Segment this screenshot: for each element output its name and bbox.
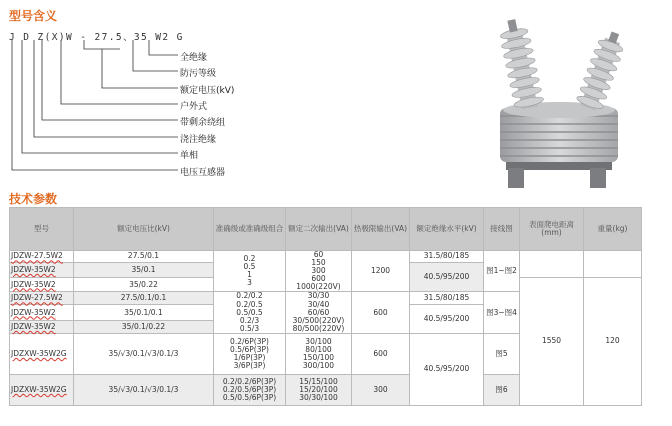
model-cell (10, 251, 74, 263)
meaning-item: 防污等级 (180, 69, 217, 79)
output-value: 300/100 (302, 361, 335, 371)
col-header: 额定二次输出(VA) (286, 208, 352, 251)
accuracy-value: 0.5/6P(3P) (230, 344, 269, 354)
output-value: 30/100 (305, 336, 332, 346)
diagram-cell: 图5 (484, 333, 520, 374)
blank-cell (520, 251, 584, 278)
thermal-cell: 600 (352, 333, 410, 374)
meaning-item: 户外式 (180, 102, 208, 112)
model-cell (10, 263, 74, 278)
model-cell (10, 333, 74, 374)
diagram-cell: 图6 (484, 374, 520, 405)
insulation-cell: 31.5/80/185 (410, 251, 484, 263)
section-title-params: 技术参数 (9, 192, 58, 206)
table-header-row (10, 208, 642, 251)
weight-cell: 120 (584, 277, 642, 405)
code-letter: - (80, 32, 88, 43)
output-value: 600 (311, 274, 326, 284)
accuracy-value: 0.5/3 (239, 323, 260, 333)
meaning-item: 带剩余绕组 (180, 118, 226, 128)
accuracy-value: 0.5/0.5/6P(3P) (222, 392, 277, 402)
accuracy-value: 1 (247, 270, 252, 280)
col-header: 型号 (10, 208, 74, 251)
accuracy-value: 1/6P(3P) (233, 352, 266, 362)
ratio-cell: 35/0.1/0.1 (74, 305, 214, 320)
output-value: 60 (313, 250, 324, 259)
model-name: JDZW-27.5W2 (11, 293, 63, 303)
insulation-cell: 40.5/95/200 (410, 263, 484, 292)
accuracy-cell (214, 374, 286, 405)
accuracy-value: 3/6P(3P) (233, 361, 266, 371)
ratio-cell: 35/√3/0.1/√3/0.1/3 (74, 374, 214, 405)
ratio-cell: 35/√3/0.1/√3/0.1/3 (74, 333, 214, 374)
output-cell (286, 333, 352, 374)
col-header: 表面爬电距离(mm) (520, 208, 584, 251)
model-cell (10, 320, 74, 333)
col-header: 额定绝缘水平(kV) (410, 208, 484, 251)
meaning-item: 电压互感器 (180, 168, 226, 178)
output-cell (286, 292, 352, 333)
accuracy-value: 0.5 (243, 262, 256, 272)
accuracy-cell (214, 251, 286, 292)
output-value: 80/500(220V) (292, 323, 345, 333)
code-letter: D (23, 32, 31, 43)
thermal-cell: 300 (352, 374, 410, 405)
code-letter: 27.5 (94, 32, 123, 43)
ratio-cell: 35/0.1/0.22 (74, 320, 214, 333)
accuracy-value: 0.2/0.5/6P(3P) (222, 384, 277, 394)
output-value: 15/15/100 (299, 376, 338, 386)
insulation-cell: 40.5/95/200 (410, 305, 484, 333)
col-header: 重量(kg) (584, 208, 642, 251)
output-cell (286, 374, 352, 405)
ratio-cell: 27.5/0.1 (74, 251, 214, 263)
table-row (10, 251, 642, 263)
model-name: JDZW-27.5W2 (11, 251, 63, 261)
ratio-cell: 35/0.1 (74, 263, 214, 278)
model-name: JDZXW-35W2G (11, 348, 67, 358)
accuracy-value: 3 (247, 278, 252, 288)
output-value: 300 (311, 266, 326, 276)
output-value: 30/30/100 (299, 392, 338, 402)
code-letter: 35 (133, 32, 149, 43)
blank-cell (584, 251, 642, 278)
code-letter: Z (37, 32, 45, 43)
col-header: 接线图 (484, 208, 520, 251)
thermal-cell: 1200 (352, 251, 410, 292)
model-cell (10, 305, 74, 320)
col-header: 热极限输出(VA) (352, 208, 410, 251)
accuracy-value: 0.2/0.2 (236, 291, 263, 301)
output-value: 150 (311, 258, 326, 268)
params-table (9, 207, 642, 406)
insulation-cell: 31.5/80/185 (410, 292, 484, 305)
meaning-item: 浇注绝缘 (180, 135, 217, 145)
col-header: 准确级或准确级组合 (214, 208, 286, 251)
transformer-image (478, 12, 648, 192)
insulation-cell: 40.5/95/200 (410, 333, 484, 405)
output-value: 30/500(220V) (292, 315, 345, 325)
section-title-meaning: 型号含义 (9, 9, 58, 23)
output-value: 15/20/100 (299, 384, 338, 394)
code-letter: 、 (122, 32, 134, 43)
output-value: 150/100 (302, 352, 335, 362)
model-cell (10, 277, 74, 292)
model-name: JDZXW-35W2G (11, 384, 67, 394)
meaning-item: 额定电压(kV) (180, 86, 235, 96)
code-letter: J (9, 32, 17, 43)
output-value: 60/60 (307, 307, 330, 317)
model-name: JDZW-35W2 (11, 264, 56, 274)
accuracy-cell (214, 292, 286, 333)
output-value: 30/40 (307, 299, 330, 309)
code-letter: W (65, 32, 74, 43)
meaning-item: 单相 (180, 151, 199, 161)
creepage-cell: 1550 (520, 277, 584, 405)
model-cell (10, 374, 74, 405)
ratio-cell: 35/0.22 (74, 277, 214, 292)
thermal-cell: 600 (352, 292, 410, 333)
ratio-cell: 27.5/0.1/0.1 (74, 292, 214, 305)
diagram-cell: 图3~图4 (484, 292, 520, 333)
code-letter: (X) (44, 32, 66, 43)
output-value: 80/100 (305, 344, 332, 354)
output-value: 1000(220V) (296, 282, 341, 292)
model-name: JDZW-35W2 (11, 279, 56, 289)
code-letter: W2 (155, 32, 170, 43)
model-name: JDZW-35W2 (11, 321, 56, 331)
meaning-item: 全绝缘 (180, 53, 208, 63)
accuracy-value: 0.2/6P(3P) (230, 336, 269, 346)
accuracy-value: 0.2/3 (239, 315, 260, 325)
diagram-cell: 图1~图2 (484, 251, 520, 292)
model-name: JDZW-35W2 (11, 307, 56, 317)
output-cell (286, 251, 352, 292)
accuracy-value: 0.5/0.5 (236, 307, 263, 317)
output-value: 30/30 (307, 291, 330, 301)
code-letter: G (176, 32, 184, 43)
model-cell (10, 292, 74, 305)
accuracy-cell (214, 333, 286, 374)
accuracy-value: 0.2/0.2/6P(3P) (222, 376, 277, 386)
accuracy-value: 0.2 (243, 254, 256, 264)
accuracy-value: 0.2/0.5 (236, 299, 263, 309)
col-header: 额定电压比(kV) (74, 208, 214, 251)
